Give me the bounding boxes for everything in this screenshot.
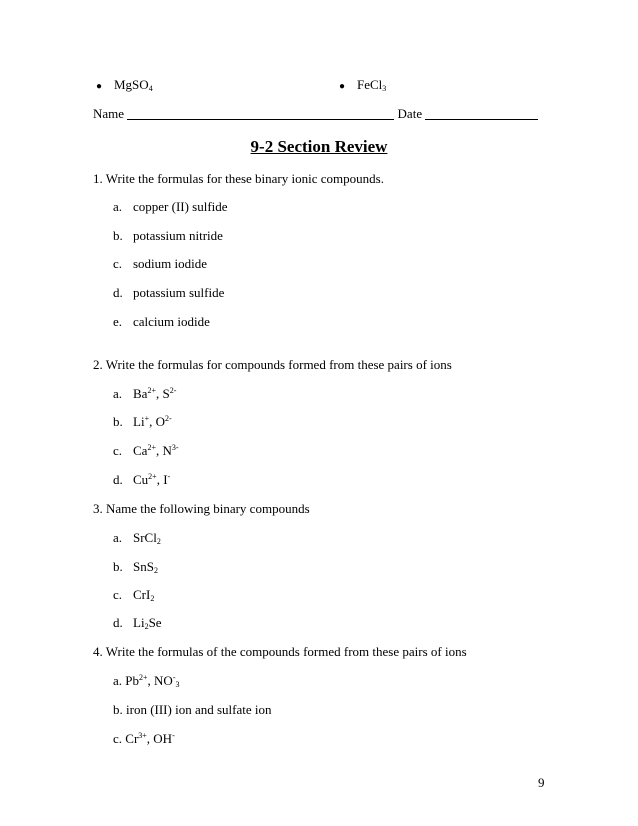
formula-subscript: 2 (150, 594, 155, 603)
item-label: a. (113, 199, 123, 214)
list-item (113, 731, 175, 747)
item-label: a. (113, 530, 123, 545)
ion-charge: 3+ (138, 731, 147, 740)
ion: O (155, 414, 165, 429)
ion: NO (154, 673, 173, 688)
question-prompt: 4. Write the formulas of the compounds formed from these pairs of ions (93, 644, 467, 659)
list-item (113, 673, 179, 689)
separator: , (155, 443, 163, 458)
ion-charge: - (172, 731, 175, 740)
formula-subscript: 2 (144, 622, 149, 631)
item-label: c. (113, 256, 123, 271)
item-label: d. (113, 285, 123, 300)
bullet-icon: ● (339, 81, 346, 92)
ion: Cr (125, 731, 139, 746)
item-text: sodium iodide (133, 256, 208, 271)
list-item (113, 615, 162, 631)
list-item (113, 386, 176, 402)
ion-charge: 2- (164, 414, 172, 423)
formula-text: SnS (133, 559, 154, 574)
ion: Ca (133, 443, 148, 458)
ion: S (162, 386, 170, 401)
formula-subscript: 3 (382, 84, 387, 93)
separator: , (149, 414, 156, 429)
formula-subscript: 2 (156, 537, 161, 546)
question-prompt: 2. Write the formulas for compounds formed from these pairs of ions (93, 357, 452, 372)
list-item (113, 702, 271, 718)
list-item (113, 199, 228, 215)
ion: I (163, 472, 168, 487)
item-label: c. (113, 731, 123, 746)
item-text: potassium nitride (133, 228, 223, 243)
separator: , (155, 386, 163, 401)
item-label: c. (113, 443, 123, 458)
list-item (113, 472, 170, 488)
list-item (113, 256, 207, 272)
date-field[interactable] (425, 119, 538, 120)
ion: Cu (133, 472, 149, 487)
page-number: 9 (538, 775, 545, 790)
formula-text: CrI (133, 587, 151, 602)
ion: Li (133, 414, 145, 429)
ion: N (162, 443, 172, 458)
separator: , (146, 731, 154, 746)
formula-subscript: 3 (175, 680, 180, 689)
formula-subscript: 2 (153, 566, 158, 575)
page-title: 9-2 Section Review (250, 137, 388, 156)
separator: , (147, 673, 155, 688)
ion: Ba (133, 386, 148, 401)
ion-charge: 2+ (148, 472, 157, 481)
item-text: potassium sulfide (133, 285, 225, 300)
item-label: b. (113, 414, 123, 429)
list-item (113, 314, 210, 330)
formula-text: SrCl (133, 530, 157, 545)
bullet-icon: ● (96, 81, 103, 92)
name-date-row (93, 106, 538, 122)
item-text: copper (II) sulfide (133, 199, 228, 214)
ion-charge: + (144, 414, 150, 423)
ion: Pb (125, 673, 140, 688)
bullet-item-fecl3 (339, 77, 386, 93)
list-item (113, 443, 179, 459)
formula-text: Se (148, 615, 162, 630)
item-label: a. (113, 386, 123, 401)
ion-charge: 3- (171, 443, 179, 452)
separator: , (156, 472, 164, 487)
item-label: d. (113, 472, 123, 487)
ion: OH (153, 731, 173, 746)
item-text: calcium iodide (133, 314, 210, 329)
item-label: b. (113, 559, 123, 574)
bullet-item-mgso4 (96, 77, 153, 93)
name-label: Name (93, 106, 125, 121)
list-item (113, 414, 172, 430)
ion-charge: - (172, 673, 176, 682)
list-item (113, 228, 223, 244)
item-label: c. (113, 587, 123, 602)
ion-charge: 2+ (147, 443, 156, 452)
item-label: d. (113, 615, 123, 630)
formula-text: Li (133, 615, 145, 630)
ion-charge: - (167, 472, 171, 481)
list-item (113, 559, 158, 575)
date-label: Date (397, 106, 423, 121)
question-prompt: 3. Name the following binary compounds (93, 501, 310, 516)
list-item (113, 530, 161, 546)
formula-subscript: 4 (148, 84, 153, 93)
ion-charge: 2+ (147, 386, 156, 395)
item-text: iron (III) ion and sulfate ion (126, 702, 272, 717)
ion-charge: 2+ (139, 673, 148, 682)
formula-text: FeCl (357, 77, 383, 92)
item-label: b. (113, 702, 123, 717)
formula-text: MgSO (114, 77, 149, 92)
question-prompt: 1. Write the formulas for these binary ionic compounds. (93, 171, 384, 186)
list-item (113, 587, 154, 603)
item-label: b. (113, 228, 123, 243)
ion-charge: 2- (169, 386, 177, 395)
name-field[interactable] (127, 119, 394, 120)
list-item (113, 285, 224, 301)
item-label: a. (113, 673, 123, 688)
item-label: e. (113, 314, 123, 329)
